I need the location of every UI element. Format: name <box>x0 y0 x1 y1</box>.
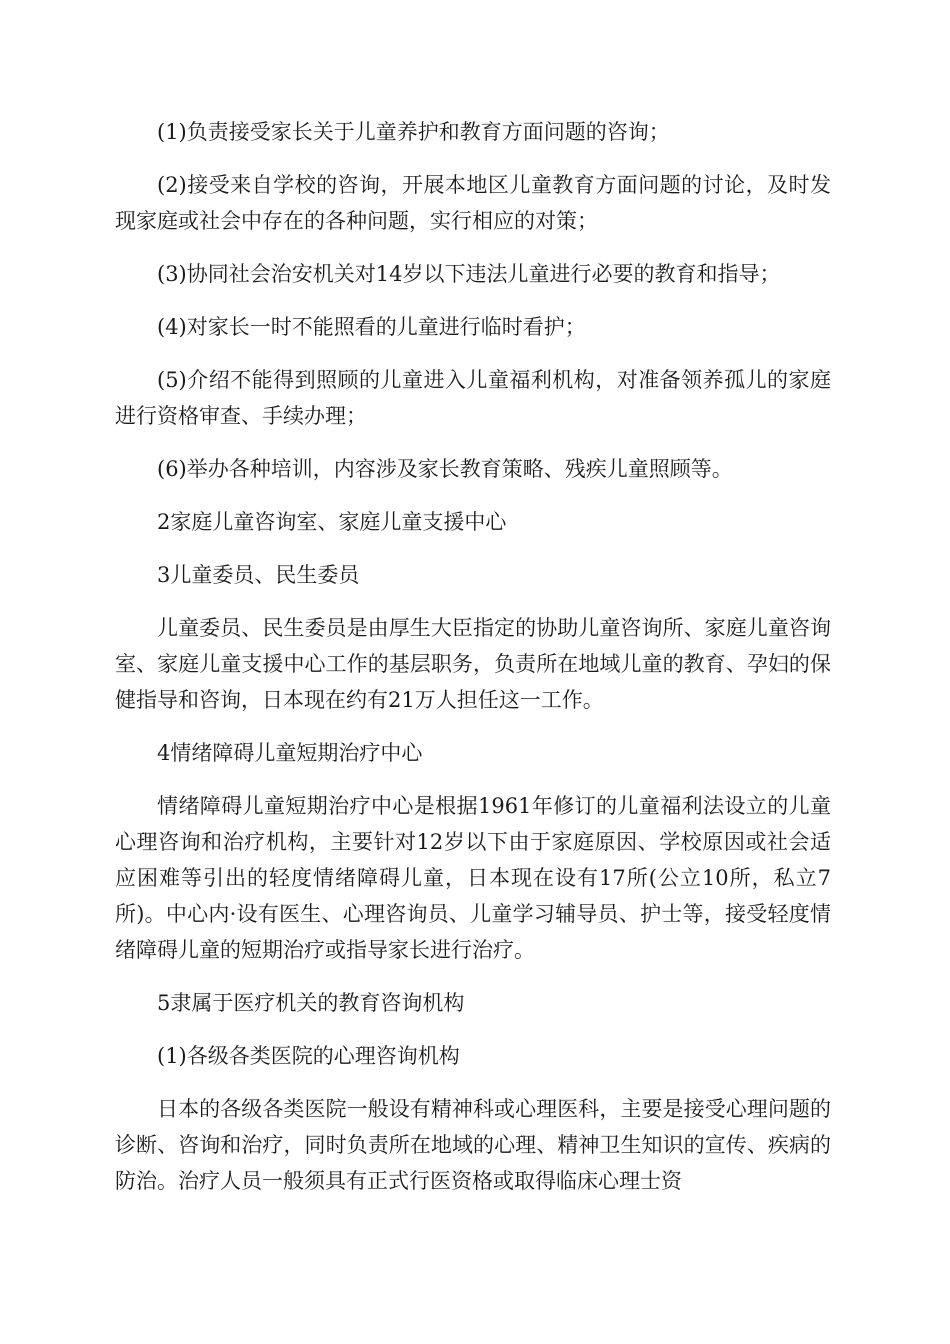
body-paragraph: 日本的各级各类医院一般设有精神科或心理医科，主要是接受心理问题的诊断、咨询和治疗，同时负责所在地域的心理、精神卫生知识的宣传、疾病的防治。治疗人员一般须具有正式行医资格或取得临床心理士资 <box>115 1097 831 1193</box>
section-heading-3: 3儿童委员、民生委员 <box>157 563 360 587</box>
body-paragraph: 情绪障碍儿童短期治疗中心是根据1961年修订的儿童福利法设立的儿童心理咨询和治疗机构，主要针对12岁以下由于家庭原因、学校原因或社会适应困难等引出的轻度情绪障碍儿童，日本现在设有17所(公立10所，私立7所)。中心内·设有医生、心理咨询员、儿童学习辅导员、护士等，接受轻度情绪障碍儿童的短期治疗或指导家长进行治疗。 <box>115 794 831 962</box>
list-item-6: (6)举办各种培训，内容涉及家长教育策略、残疾儿童照顾等。 <box>157 457 733 481</box>
list-item-5: (5)介绍不能得到照顾的儿童进入儿童福利机构，对准备领养孤儿的家庭进行资格审查、手续办理； <box>115 368 831 428</box>
body-paragraph: 儿童委员、民生委员是由厚生大臣指定的协助儿童咨询所、家庭儿童咨询室、家庭儿童支援中心工作的基层职务，负责所在地域儿童的教育、孕妇的保健指导和咨询，日本现在约有21万人担任这一工作。 <box>115 616 831 712</box>
list-item-1: (1)负责接受家长关于儿童养护和教育方面问题的咨询； <box>157 120 670 144</box>
section-heading-4: 4情绪障碍儿童短期治疗中心 <box>157 741 423 765</box>
document-page <box>115 114 831 1216</box>
section-heading-5: 5隶属于医疗机关的教育咨询机构 <box>157 991 465 1015</box>
list-item-4: (4)对家长一时不能照看的儿童进行临时看护； <box>157 315 586 339</box>
list-item-2: (2)接受来自学校的咨询，开展本地区儿童教育方面问题的讨论，及时发现家庭或社会中存在的各种问题，实行相应的对策； <box>115 173 831 233</box>
subsection-heading: (1)各级各类医院的心理咨询机构 <box>157 1044 460 1068</box>
list-item-3: (3)协同社会治安机关对14岁以下违法儿童进行必要的教育和指导； <box>157 262 781 286</box>
section-heading-2: 2家庭儿童咨询室、家庭儿童支援中心 <box>157 510 507 534</box>
